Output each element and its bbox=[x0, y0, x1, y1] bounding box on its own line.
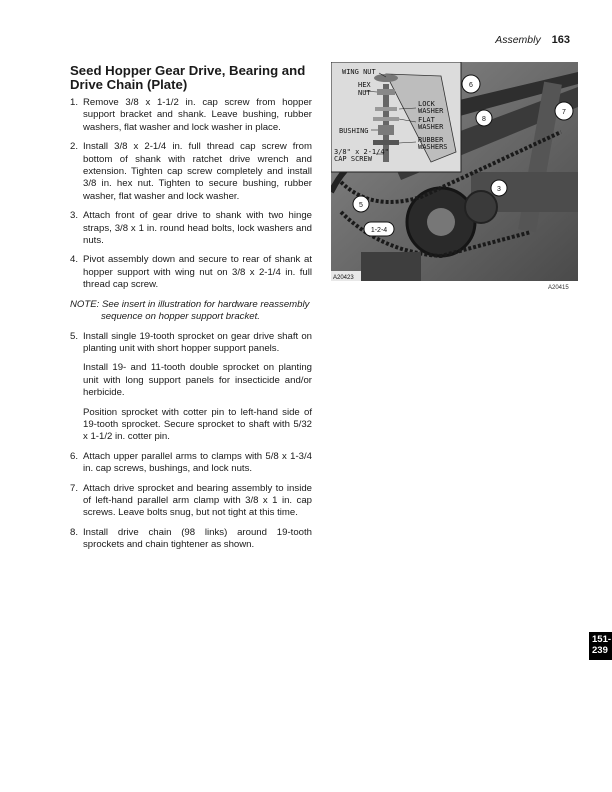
step-number: 6. bbox=[70, 450, 79, 462]
label-wing-nut: WING NUT bbox=[342, 68, 376, 76]
figure-code: A20415 bbox=[548, 285, 569, 291]
step-text: Remove 3/8 x 1-1/2 in. cap screw from hopper support bracket and shank. Leave bushing, rubber washers, flat washer and lock washer in place. bbox=[83, 97, 312, 133]
callout-5-label: 5 bbox=[359, 202, 363, 209]
label-lock-washer: WASHER bbox=[418, 107, 444, 115]
callout-5 bbox=[353, 196, 369, 212]
label-lock-washer: LOCK bbox=[418, 100, 435, 108]
label-rubber-washers: RUBBER bbox=[418, 136, 444, 144]
section-name: Assembly bbox=[495, 34, 541, 46]
step-2 bbox=[70, 141, 312, 203]
tab-line-1: 151- bbox=[592, 634, 612, 645]
step-text: Install single 19-tooth sprocket on gear drive shaft on planting unit with short hopper support panels. bbox=[83, 330, 312, 354]
label-cap-screw: CAP SCREW bbox=[334, 155, 372, 163]
shank bbox=[361, 252, 421, 281]
step-number: 7. bbox=[70, 482, 79, 494]
step-5-paragraph: Install 19- and 11-tooth double sprocket on planting unit with long support panels for insecticide and/or herbicide. bbox=[83, 362, 312, 399]
insert-lock-washer bbox=[375, 107, 397, 111]
callout-6-label: 6 bbox=[469, 82, 473, 89]
callout-3 bbox=[491, 180, 507, 196]
page-tab bbox=[589, 632, 612, 660]
step-number: 8. bbox=[70, 526, 79, 538]
sprocket bbox=[465, 191, 497, 223]
assembly-illustration bbox=[331, 62, 578, 281]
step-number: 1. bbox=[70, 97, 79, 108]
step-3 bbox=[70, 210, 312, 247]
step-5-paragraph: Position sprocket with cotter pin to left-hand side of 19-tooth sprocket. Secure sprocket to shaft with 5/32 x 1-1/2 in. cotter pin. bbox=[83, 406, 312, 443]
step-text: Attach drive sprocket and bearing assembly to inside of left-hand parallel arm clamp with 3/8 x 1 in. cap screws. Leave bolts snug, but not tight at this time. bbox=[83, 482, 312, 519]
instruction-column bbox=[70, 64, 312, 559]
step-text: Attach upper parallel arms to clamps with 5/8 x 1-3/4 in. cap screws, bushings, and lock nuts. bbox=[83, 450, 312, 475]
label-rubber-washers: WASHERS bbox=[418, 143, 448, 151]
label-flat-washer: WASHER bbox=[418, 123, 444, 131]
step-1 bbox=[70, 97, 312, 134]
step-number: 3. bbox=[70, 210, 79, 222]
step-6 bbox=[70, 451, 312, 476]
gear-hub bbox=[427, 208, 455, 236]
step-text: Install drive chain (98 links) around 19-tooth sprockets and chain tightener as shown. bbox=[83, 526, 312, 551]
photo-code: A20423 bbox=[333, 275, 354, 281]
insert-bushing bbox=[378, 125, 394, 135]
insert-flat-washer bbox=[373, 117, 399, 121]
callout-1-2-4-label: 1-2-4 bbox=[370, 227, 388, 234]
section-title: Seed Hopper Gear Drive, Bearing and Drive Chain (Plate) bbox=[70, 63, 306, 92]
step-8 bbox=[70, 527, 312, 552]
step-number: 2. bbox=[70, 141, 79, 153]
label-flat-washer: FLAT bbox=[418, 116, 435, 124]
step-number: 4. bbox=[70, 254, 79, 266]
step-4 bbox=[70, 254, 312, 291]
callout-8 bbox=[476, 110, 492, 126]
label-hex-nut: HEX bbox=[358, 81, 371, 89]
insert-wing-nut bbox=[374, 74, 398, 82]
callout-1-2-4 bbox=[364, 222, 394, 236]
insert-rubber-washers bbox=[373, 140, 399, 145]
step-number: 5. bbox=[70, 330, 79, 342]
note-label: NOTE: bbox=[70, 298, 100, 310]
callout-8-label: 8 bbox=[482, 116, 486, 123]
callout-7 bbox=[555, 102, 573, 120]
label-bushing: BUSHING bbox=[339, 127, 369, 135]
running-header bbox=[495, 34, 570, 46]
page-number: 163 bbox=[551, 34, 570, 46]
step-5 bbox=[70, 331, 312, 356]
label-cap-screw: 3/8" x 2-1/4" bbox=[334, 148, 389, 156]
step-text: Install 3/8 x 2-1/4 in. full thread cap screw from bottom of shank with ratchet drive wrench and extension. Tighten cap screw completely and install 3/8 in. hex nut. Tighten to secure bushing, rubber washer, flat washer and lock washer. bbox=[83, 141, 312, 202]
callout-3-label: 3 bbox=[497, 186, 501, 193]
step-text: Attach front of gear drive to shank with two hinge straps, 3/8 x 1 in. round head bolts, lock washers and nuts. bbox=[83, 210, 312, 247]
step-7 bbox=[70, 483, 312, 520]
callout-7-label: 7 bbox=[562, 109, 566, 116]
callout-6 bbox=[462, 75, 480, 93]
insert-hex-nut bbox=[377, 89, 395, 95]
label-hex-nut: NUT bbox=[358, 89, 371, 97]
hardware-note bbox=[70, 299, 312, 324]
step-text: Pivot assembly down and secure to rear of shank at hopper support with wing nut on 3/8 x 2-1/4 in. full thread cap screw. bbox=[83, 254, 312, 291]
note-text: See insert in illustration for hardware reassembly sequence on hopper support bracket. bbox=[101, 298, 310, 323]
illustration-svg bbox=[331, 62, 578, 281]
tab-line-2: 239 bbox=[592, 645, 608, 656]
